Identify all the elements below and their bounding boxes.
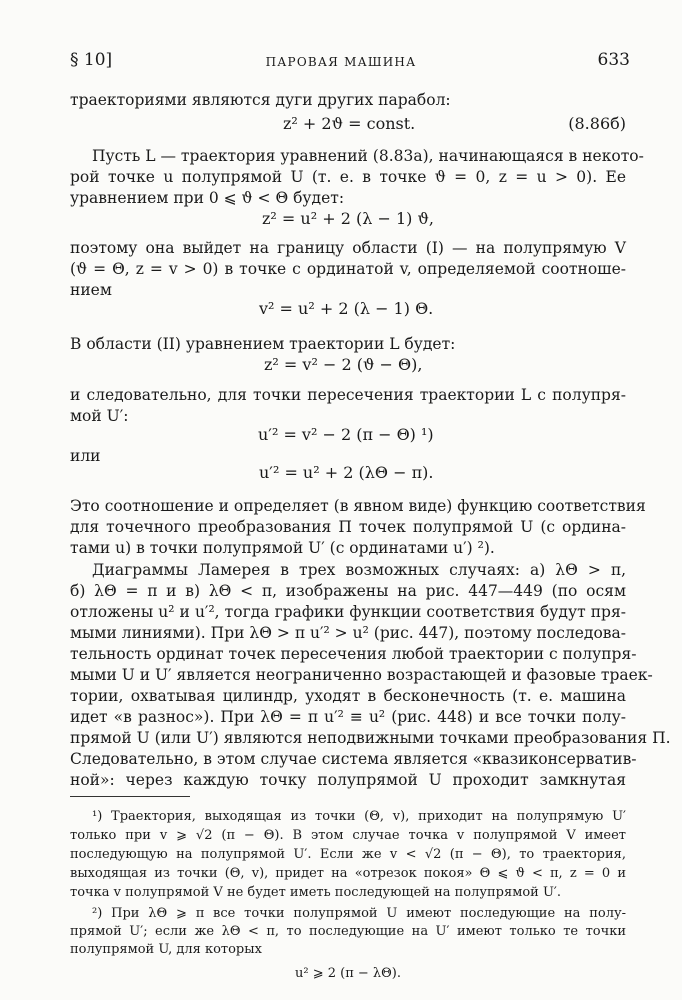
text-line: идет «в разнос»). При λΘ = π u′² ≡ u² (рис. 448) и все точки полу- — [70, 708, 626, 726]
text-line: уравнением при 0 ⩽ ϑ < Θ будет: — [70, 189, 345, 207]
page-number: 633 — [597, 50, 630, 70]
footnote-line: прямой U′; если же λΘ < π, то последующие на U′ имеют только те точки — [70, 924, 626, 939]
text-line: отложены u² и u′², тогда графики функции соответствия будут пря- — [70, 603, 626, 621]
footnote-line: последующую на полупрямой U′. Если же v < √2 (π − Θ), то траектория, — [70, 847, 626, 862]
footnote-rule — [70, 796, 190, 797]
equation: u′² = v² − 2 (π − Θ) ¹) — [258, 425, 434, 444]
footnote-line: ²) При λΘ ⩾ π все точки полупрямой U имеют последующие на полу- — [92, 906, 626, 921]
text-line: В области (II) уравнением траектории L будет: — [70, 335, 456, 353]
text-line: Диаграммы Ламерея в трех возможных случаях: а) λΘ > π, — [92, 561, 626, 579]
text-line: тории, охватывая цилиндр, уходят в бесконечность (т. е. машина — [70, 687, 626, 705]
footnote-line: полупрямой U, для которых — [70, 942, 262, 957]
equation-number: (8.86б) — [568, 114, 626, 133]
text-line: для точечного преобразования П точек полупрямой U (с ордина- — [70, 518, 626, 536]
text-line: Следовательно, в этом случае система является «квазиконсерватив- — [70, 750, 637, 768]
footnote-equation: u² ⩾ 2 (π − λΘ). — [294, 966, 402, 981]
text-line: Это соотношение и определяет (в явном виде) функцию соответствия — [70, 497, 646, 515]
text-line: (ϑ = Θ, z = v > 0) в точке с ординатой v, определяемой соотноше- — [70, 260, 626, 278]
equation: v² = u² + 2 (λ − 1) Θ. — [259, 299, 434, 318]
text-line: мыми U и U′ является неограниченно возрастающей и фазовые траек- — [70, 666, 653, 684]
running-title: ПАРОВАЯ МАШИНА — [265, 55, 417, 69]
equation: u′² = u² + 2 (λΘ − π). — [259, 463, 434, 482]
footnote-line: ¹) Траектория, выходящая из точки (Θ, v), приходит на полупрямую U′ — [92, 809, 626, 824]
footnote-line: выходящая из точки (Θ, v), придет на «отрезок покоя» Θ ⩽ ϑ < π, z = 0 и — [70, 866, 626, 881]
text-line: мой U′: — [70, 407, 129, 425]
text-line: Пусть L — траектория уравнений (8.83а), начинающаяся в некото- — [92, 147, 644, 165]
text-line: тами u) в точки полупрямой U′ (с ординатами u′) ²). — [70, 539, 495, 557]
text-line: мыми линиями). При λΘ > π u′² > u² (рис. 447), поэтому последова- — [70, 624, 626, 642]
text-line: б) λΘ = π и в) λΘ < π, изображены на рис. 447—449 (по осям — [70, 582, 626, 600]
equation-8-86b: z² + 2ϑ = const. — [283, 114, 416, 133]
text-line: рой точке u полупрямой U (т. е. в точке ϑ = 0, z = u > 0). Ее — [70, 168, 626, 186]
text-line: прямой U (или U′) являются неподвижными точками преобразования П. — [70, 729, 671, 747]
footnote-line: точка v полупрямой V не будет иметь последующей на полупрямой U′. — [70, 885, 561, 900]
footnote-line: только при v ⩾ √2 (π − Θ). В этом случае точка v полупрямой V имеет — [70, 828, 626, 843]
text-line: траекториями являются дуги других парабол: — [70, 91, 451, 109]
equation: z² = v² − 2 (ϑ − Θ), — [264, 355, 423, 374]
text-line: поэтому она выйдет на границу области (I) — на полупрямую V — [70, 239, 626, 257]
text-line: нием — [70, 281, 112, 299]
text-line: и следовательно, для точки пересечения траектории L с полупря- — [70, 386, 626, 404]
text-line: тельность ординат точек пересечения любой траектории с полупря- — [70, 645, 637, 663]
equation: z² = u² + 2 (λ − 1) ϑ, — [262, 209, 434, 228]
text-line: ной»: через каждую точку полупрямой U проходит замкнутая — [70, 771, 626, 789]
text-line: или — [70, 447, 101, 465]
section-marker: § 10] — [70, 50, 113, 70]
